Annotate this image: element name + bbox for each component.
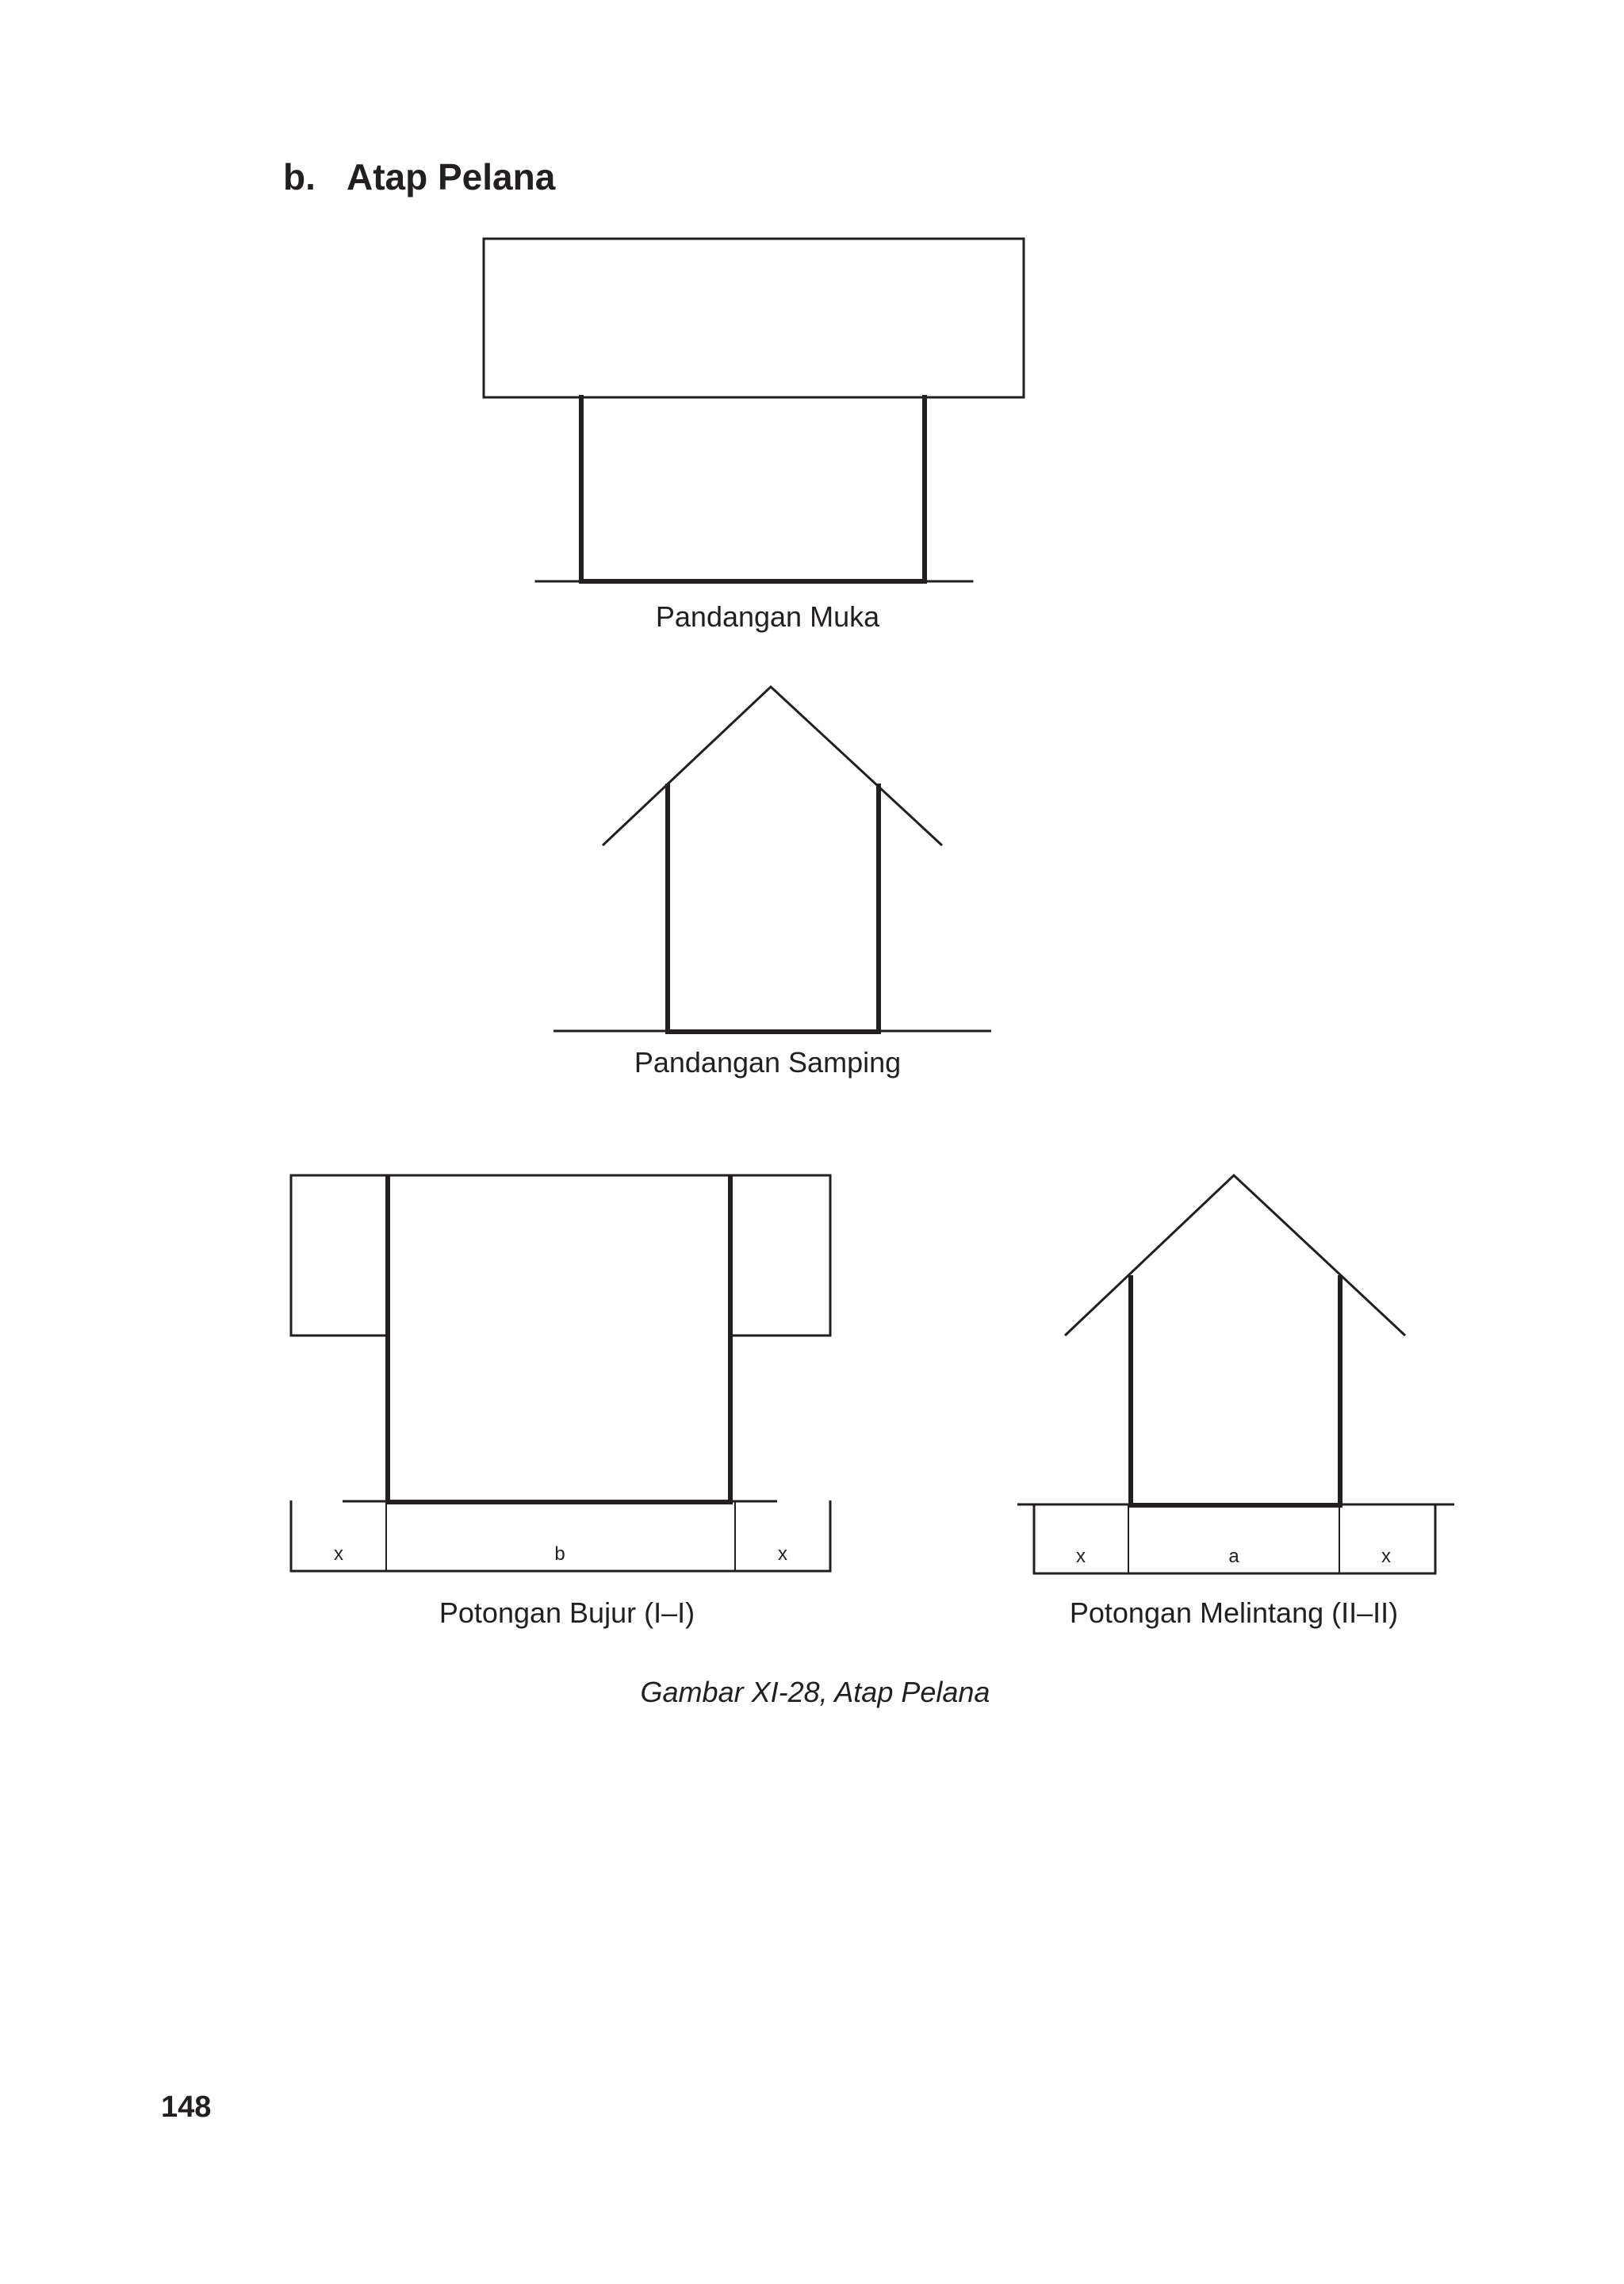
figure-caption: Gambar XI-28, Atap Pelana	[640, 1676, 990, 1708]
front-view-roof	[484, 239, 1024, 397]
section-title: Atap Pelana	[347, 156, 556, 197]
cross-section-label: Potongan Melintang (II–II)	[1069, 1596, 1399, 1629]
longitudinal-overhang-right	[730, 1175, 830, 1336]
longitudinal-overhang-left	[291, 1175, 388, 1336]
cross-section-dimension-x-right: x	[1381, 1546, 1391, 1567]
cross-section-drawing	[1017, 1175, 1454, 1573]
side-view-label: Pandangan Samping	[634, 1046, 902, 1079]
cross-section-walls	[1131, 1275, 1340, 1505]
side-view-walls	[668, 784, 879, 1032]
longitudinal-section-label: Potongan Bujur (I–I)	[439, 1596, 695, 1629]
cross-section-dimension-a: a	[1228, 1546, 1239, 1567]
page-number: 148	[161, 2090, 212, 2124]
longitudinal-walls	[388, 1175, 730, 1502]
section-marker: b.	[283, 156, 316, 197]
longitudinal-section-drawing	[291, 1175, 830, 1571]
longitudinal-dimension-x-left: x	[334, 1543, 343, 1565]
front-view-drawing	[484, 239, 1024, 581]
side-view-gable-roof	[603, 687, 942, 845]
longitudinal-dimension-b: b	[554, 1543, 565, 1565]
cross-section-dimension-x-left: x	[1076, 1546, 1086, 1567]
side-view-drawing	[553, 687, 991, 1032]
cross-section-gable-roof	[1065, 1175, 1405, 1336]
front-view-label: Pandangan Muka	[655, 600, 880, 633]
longitudinal-dimension-x-right: x	[778, 1543, 787, 1565]
